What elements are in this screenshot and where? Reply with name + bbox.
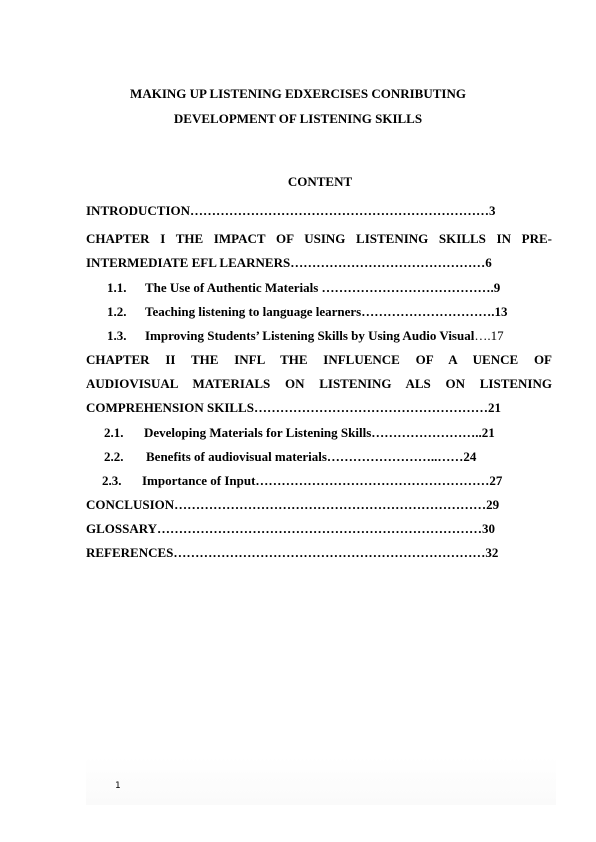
toc-section-title: Benefits of audiovisual materials……………………..……24 — [146, 449, 477, 464]
toc-introduction: INTRODUCTION……………………………………………………………3 — [86, 203, 496, 218]
toc-section-1-2 — [107, 304, 507, 320]
toc-section-title: The Use of Authentic Materials ………………………………….9 — [145, 280, 501, 295]
toc-chapter2-line3: COMPREHENSION SKILLS………………………………………………21 — [86, 400, 501, 415]
toc-section-page: ….17 — [474, 328, 504, 343]
document-title-line-2: DEVELOPMENT OF LISTENING SKILLS — [173, 111, 423, 126]
toc-glossary: GLOSSARY…………………………………………………………………30 — [86, 521, 496, 536]
toc-section-number: 2.1. — [104, 425, 124, 440]
toc-section-number: 2.3. — [102, 473, 122, 488]
toc-section-title: Importance of Input………………………………………………27 — [142, 473, 503, 488]
toc-section-title: Developing Materials for Listening Skills……………………..21 — [144, 425, 495, 440]
toc-conclusion: CONCLUSION………………………………………………………………29 — [86, 497, 500, 512]
toc-section-1-1 — [107, 280, 500, 296]
page-footer — [86, 757, 556, 805]
toc-chapter1-line2: INTERMEDIATE EFL LEARNERS………………………………………6 — [86, 255, 492, 270]
toc-chapter2-line2: AUDIOVISUAL MATERIALS ON LISTENING ALS ON LISTENING — [86, 376, 552, 391]
page-number: 1 — [115, 781, 121, 791]
toc-section-2-3 — [102, 473, 502, 489]
toc-section-number: 1.2. — [107, 304, 127, 319]
toc-section-title: Improving Students’ Listening Skills by Using Audio Visual — [145, 328, 475, 343]
toc-section-1-3 — [107, 328, 504, 344]
toc-section-2-2 — [104, 449, 476, 465]
toc-section-number: 1.1. — [107, 280, 127, 295]
toc-references: REFERENCES………………………………………………………………32 — [86, 545, 499, 560]
toc-section-2-1 — [104, 425, 495, 441]
contents-heading: CONTENT — [287, 174, 353, 189]
toc-chapter2-line1: CHAPTER II THE INFL THE INFLUENCE OF A UENCE OF — [86, 352, 552, 367]
toc-chapter1-line1: CHAPTER I THE IMPACT OF USING LISTENING SKILLS IN PRE- — [86, 231, 552, 246]
document-title-line-1: MAKING UP LISTENING EDXERCISES CONRIBUTING — [130, 86, 466, 101]
toc-section-number: 2.2. — [104, 449, 124, 464]
toc-section-title: Teaching listening to language learners………………………….13 — [145, 304, 508, 319]
toc-section-number: 1.3. — [107, 328, 127, 343]
